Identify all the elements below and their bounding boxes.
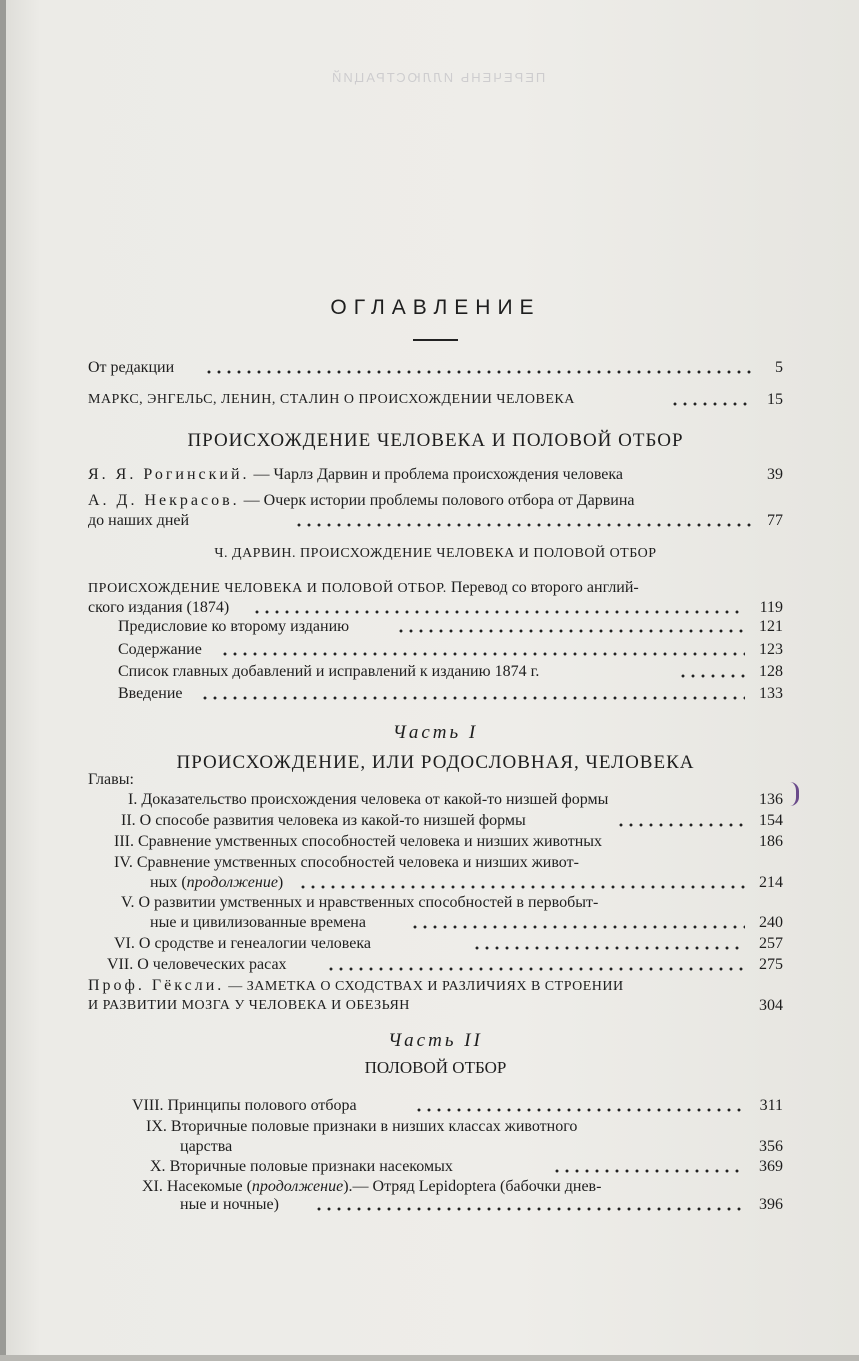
page-number: 356 bbox=[759, 1138, 783, 1155]
chapter-title-cont: царства bbox=[180, 1138, 233, 1155]
entry-title-cont: ского издания (1874) bbox=[88, 599, 230, 616]
page-number: 136 bbox=[759, 791, 783, 808]
page-number: 257 bbox=[759, 935, 783, 952]
page-number: 133 bbox=[759, 685, 783, 702]
chapter-number: I. bbox=[128, 791, 138, 808]
dot-leader bbox=[616, 811, 745, 831]
dot-leader bbox=[326, 955, 745, 975]
page-number: 214 bbox=[759, 874, 783, 891]
chapter-number: IX. bbox=[146, 1118, 167, 1135]
chapter-number: III. bbox=[114, 833, 134, 850]
page-number: 39 bbox=[767, 466, 783, 483]
chapter-number: VI. bbox=[114, 935, 135, 952]
page-number: 15 bbox=[767, 391, 783, 408]
chapter-text bbox=[150, 1157, 453, 1177]
page-number: 396 bbox=[759, 1196, 783, 1213]
chapter-number: IV. bbox=[114, 854, 133, 871]
dot-leader bbox=[472, 934, 745, 954]
chapter-text bbox=[114, 832, 602, 852]
dot-leader bbox=[552, 1157, 745, 1177]
chapter-title: Сравнение умственных способностей человека и низших живот- bbox=[136, 854, 579, 871]
title-rule bbox=[413, 339, 458, 341]
chapter-number: II. bbox=[121, 812, 136, 829]
dot-leader bbox=[200, 684, 745, 704]
page-number: 311 bbox=[759, 1097, 783, 1114]
chapter-title: О развитии умственных и нравственных способностей в первобыт- bbox=[138, 894, 599, 911]
page-title: ОГЛАВЛЕНИЕ bbox=[330, 296, 541, 319]
chapter-title: Вторичные половые признаки насекомых bbox=[169, 1158, 453, 1175]
chapter-number: X. bbox=[150, 1158, 166, 1175]
chapter-title: О сродстве и генеалогии человека bbox=[138, 935, 371, 952]
page-edge-left bbox=[0, 0, 6, 1361]
author-name: Я. Я. Рогинский. bbox=[88, 466, 250, 483]
entry-title: Перевод со второго англий- bbox=[450, 579, 639, 596]
dot-leader bbox=[678, 662, 745, 682]
page-number: 186 bbox=[759, 833, 783, 850]
chapter-text bbox=[121, 811, 526, 831]
page-number: 121 bbox=[759, 618, 783, 635]
entry-text bbox=[88, 976, 624, 997]
dot-leader bbox=[670, 390, 753, 410]
chapter-text bbox=[128, 790, 608, 810]
entry-title: От редакции bbox=[88, 359, 175, 376]
entry-title: — Очерк истории проблемы полового отбора от Дарвина bbox=[243, 492, 635, 509]
chapter-title-cont: ные и цивилизованные времена bbox=[150, 914, 366, 931]
author-name: Проф. Гёксли. bbox=[88, 977, 225, 994]
chapter-title: О человеческих расах bbox=[137, 956, 287, 973]
entry-title: Предисловие ко второму изданию bbox=[118, 618, 350, 635]
chapter-title: Вторичные половые признаки в низших классах животного bbox=[170, 1118, 578, 1135]
bleed-through-header: ПЕРЕЧЕНЬ ИЛЛЮСТРАЦИЙ bbox=[330, 70, 546, 85]
page-number: 275 bbox=[759, 956, 783, 973]
chapter-title: Доказательство происхождения человека от какой-то низшей формы bbox=[141, 791, 609, 808]
dot-leader bbox=[204, 358, 757, 378]
chapter-text bbox=[132, 1096, 357, 1116]
author-name: А. Д. Некрасов. bbox=[88, 492, 240, 509]
page-number: 123 bbox=[759, 641, 783, 658]
dot-leader bbox=[252, 598, 745, 618]
chapters-label: Главы: bbox=[88, 771, 134, 788]
book-title: ПРОИСХОЖДЕНИЕ ЧЕЛОВЕКА И ПОЛОВОЙ ОТБОР. bbox=[88, 581, 447, 596]
chapter-title: Сравнение умственных способностей человека и низших животных bbox=[137, 833, 603, 850]
dot-leader bbox=[396, 617, 745, 637]
entry-title-cont: до наших дней bbox=[88, 512, 190, 529]
chapter-title-cont: ных (продолжение) bbox=[150, 874, 284, 891]
entry-text bbox=[88, 465, 623, 485]
entry-title: Введение bbox=[118, 685, 183, 702]
chapter-text bbox=[107, 955, 287, 975]
page-number: 119 bbox=[759, 599, 783, 616]
chapter-number: VII. bbox=[107, 956, 134, 973]
chapter-number: VIII. bbox=[132, 1097, 164, 1114]
entry-title-cont: И РАЗВИТИИ МОЗГА У ЧЕЛОВЕКА И ОБЕЗЬЯН bbox=[88, 998, 410, 1013]
entry-text bbox=[88, 578, 639, 599]
page-number: 77 bbox=[767, 512, 783, 529]
page-number: 154 bbox=[759, 812, 783, 829]
pen-mark bbox=[790, 782, 799, 806]
part-label: Часть I bbox=[392, 722, 479, 743]
chapter-title: О способе развития человека из какой-то низшей формы bbox=[139, 812, 526, 829]
dot-leader bbox=[220, 640, 745, 660]
page-number: 304 bbox=[759, 997, 783, 1014]
page-number: 240 bbox=[759, 914, 783, 931]
page-number: 369 bbox=[759, 1158, 783, 1175]
entry-title: — Чарлз Дарвин и проблема происхождения человека bbox=[253, 466, 624, 483]
dot-leader bbox=[410, 913, 745, 933]
chapter-number: XI. bbox=[142, 1178, 163, 1195]
chapter-text bbox=[146, 1117, 577, 1137]
page-number: 128 bbox=[759, 663, 783, 680]
chapter-title: Принципы полового отбора bbox=[167, 1097, 357, 1114]
subsection-heading: Ч. ДАРВИН. ПРОИСХОЖДЕНИЕ ЧЕЛОВЕКА И ПОЛОВОЙ ОТБОР bbox=[214, 546, 657, 561]
chapter-text bbox=[114, 934, 371, 954]
chapter-text: XI. Насекомые (продолжение).— Отряд Lepidoptera (бабочки днев- bbox=[142, 1178, 602, 1195]
page-number: 5 bbox=[775, 359, 783, 376]
entry-title: Содержание bbox=[118, 641, 202, 658]
part-heading: ПРОИСХОЖДЕНИЕ, ИЛИ РОДОСЛОВНАЯ, ЧЕЛОВЕКА bbox=[176, 752, 695, 773]
chapter-text bbox=[114, 853, 579, 873]
chapter-title-cont: ные и ночные) bbox=[180, 1196, 279, 1213]
dot-leader bbox=[414, 1096, 745, 1116]
entry-text bbox=[88, 491, 635, 511]
dot-leader bbox=[314, 1195, 745, 1215]
dot-leader bbox=[298, 873, 745, 893]
entry-title: Список главных добавлений и исправлений к изданию 1874 г. bbox=[118, 663, 540, 680]
chapter-number: V. bbox=[121, 894, 135, 911]
chapter-text bbox=[121, 893, 598, 913]
part-heading: ПОЛОВОЙ ОТБОР bbox=[364, 1058, 507, 1077]
dot-leader bbox=[294, 511, 753, 531]
part-label: Часть II bbox=[388, 1030, 483, 1051]
page-edge-bottom bbox=[0, 1355, 859, 1361]
entry-title: МАРКС, ЭНГЕЛЬС, ЛЕНИН, СТАЛИН О ПРОИСХОЖДЕНИИ ЧЕЛОВЕКА bbox=[88, 392, 575, 407]
section-heading: ПРОИСХОЖДЕНИЕ ЧЕЛОВЕКА И ПОЛОВОЙ ОТБОР bbox=[187, 430, 684, 451]
entry-title: — ЗАМЕТКА О СХОДСТВАХ И РАЗЛИЧИЯХ В СТРОЕНИИ bbox=[228, 979, 624, 994]
